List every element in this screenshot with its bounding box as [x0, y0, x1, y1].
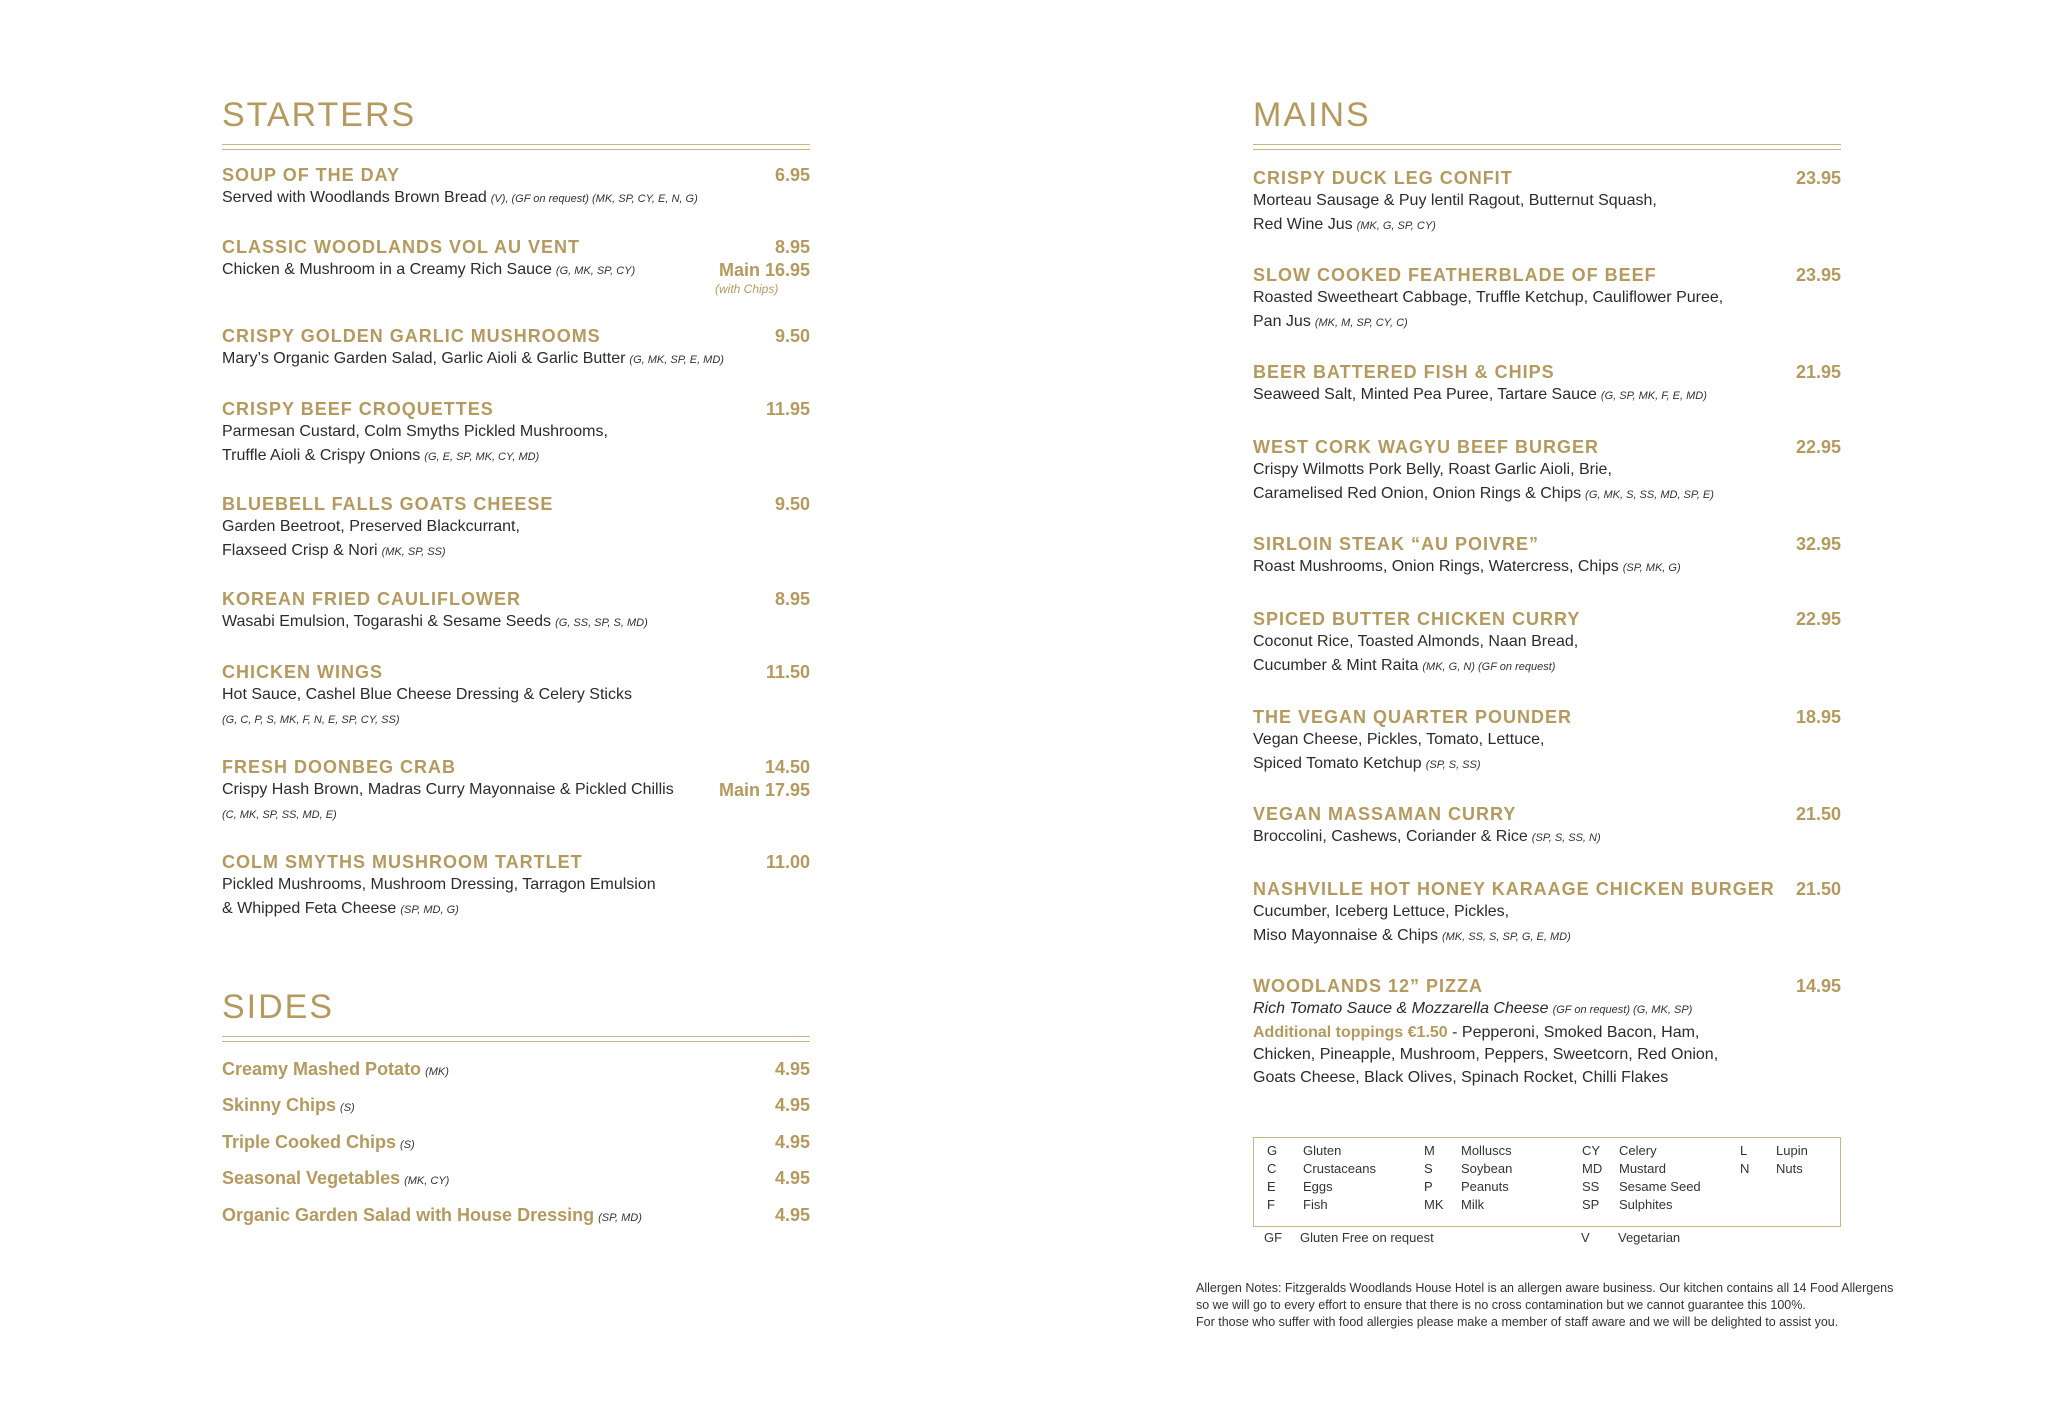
side-name: Organic Garden Salad with House Dressing [222, 1205, 595, 1225]
starter-item [222, 851, 810, 921]
starters-rule [222, 144, 810, 150]
item-name: BLUEBELL FALLS GOATS CHEESE [222, 494, 554, 514]
item-price: 11.50 [765, 662, 810, 682]
item-price: 8.95 [774, 589, 810, 609]
legend-label: Sesame Seed [1619, 1179, 1701, 1194]
item-price: 14.95 [1795, 976, 1841, 996]
item-description: Garden Beetroot, Preserved Blackcurrant, [222, 518, 520, 535]
starter-item [222, 661, 810, 731]
legend-code: E [1267, 1179, 1276, 1194]
main-item [1253, 361, 1841, 408]
note-line: For those who suffer with food allergies please make a member of staff aware and we will be delighted to assist you. [1196, 1315, 1839, 1329]
item-description: Chicken & Mushroom in a Creamy Rich Sauce (G, MK, SP, CY) [222, 261, 636, 278]
item-description: Mary’s Organic Garden Salad, Garlic Aioli & Garlic Butter (G, MK, SP, E, MD) [222, 350, 724, 367]
item-description: Roasted Sweetheart Cabbage, Truffle Ketchup, Cauliflower Puree, [1253, 289, 1724, 306]
item-price: 21.95 [1795, 362, 1841, 382]
item-description: Crispy Hash Brown, Madras Curry Mayonnaise & Pickled Chillis [222, 781, 674, 798]
item-price: 23.95 [1795, 168, 1841, 188]
starter-item [222, 398, 810, 468]
item-name: SPICED BUTTER CHICKEN CURRY [1253, 609, 1581, 629]
item-allergens: (G, C, P, S, MK, F, N, E, SP, CY, SS) [222, 713, 400, 726]
legend-label: Eggs [1303, 1179, 1333, 1194]
item-price: 22.95 [1795, 609, 1841, 629]
legend-code: SS [1582, 1179, 1600, 1194]
side-name: Creamy Mashed Potato [222, 1059, 422, 1079]
side-allergens: (S) [400, 1139, 415, 1151]
legend-label: Fish [1303, 1197, 1328, 1212]
legend-label: Mustard [1619, 1161, 1666, 1176]
item-name: SOUP OF THE DAY [222, 165, 401, 185]
side-name: Seasonal Vegetables [222, 1168, 401, 1188]
item-price: 11.95 [765, 399, 810, 419]
starter-item [222, 325, 810, 372]
item-name: CRISPY BEEF CROQUETTES [222, 399, 494, 419]
item-description: & Whipped Feta Cheese (SP, MD, G) [222, 899, 459, 917]
note-line: Allergen Notes: Fitzgeralds Woodlands House Hotel is an allergen aware business. Our kitchen contains all 14 Food Allergens [1196, 1281, 1894, 1295]
item-price: 32.95 [1795, 534, 1841, 554]
legend-code: GF [1264, 1230, 1283, 1245]
item-name: SIRLOIN STEAK “AU POIVRE” [1253, 534, 1540, 554]
item-description: Cucumber, Iceberg Lettuce, Pickles, [1253, 903, 1510, 920]
legend-label: Soybean [1461, 1161, 1513, 1176]
item-name: WEST CORK WAGYU BEEF BURGER [1253, 437, 1600, 457]
mains-rule [1253, 144, 1841, 150]
item-main-price: Main 17.95 [718, 780, 810, 800]
item-description: Wasabi Emulsion, Togarashi & Sesame Seeds (G, SS, SP, S, MD) [222, 613, 648, 630]
side-price: 4.95 [774, 1168, 810, 1188]
item-price: 22.95 [1795, 437, 1841, 457]
item-description: Coconut Rice, Toasted Almonds, Naan Bread, [1253, 633, 1579, 650]
legend-label: Peanuts [1461, 1179, 1509, 1194]
item-description: Caramelised Red Onion, Onion Rings & Chips (G, MK, S, SS, MD, SP, E) [1253, 484, 1714, 502]
item-description: Truffle Aioli & Crispy Onions (G, E, SP, MK, CY, MD) [222, 446, 540, 464]
main-item [1253, 533, 1841, 580]
side-item [222, 1127, 810, 1157]
legend-label: Vegetarian [1618, 1230, 1681, 1245]
item-name: WOODLANDS 12” PIZZA [1253, 976, 1484, 996]
legend-code: M [1424, 1143, 1435, 1158]
item-price: 21.50 [1795, 879, 1841, 899]
main-item [1253, 706, 1841, 776]
item-name: COLM SMYTHS MUSHROOM TARTLET [222, 852, 583, 872]
pizza-toppings: Additional toppings €1.50 - Pepperoni, Smoked Bacon, Ham, [1253, 1023, 1700, 1041]
item-description: Served with Woodlands Brown Bread (V), (GF on request) (MK, SP, CY, E, N, G) [222, 189, 698, 206]
item-description: Hot Sauce, Cashel Blue Cheese Dressing & Celery Sticks [222, 686, 632, 703]
item-allergens: (C, MK, SP, SS, MD, E) [222, 808, 337, 821]
side-name: Skinny Chips [222, 1095, 337, 1115]
legend-code: S [1424, 1161, 1433, 1176]
item-name: NASHVILLE HOT HONEY KARAAGE CHICKEN BURGER [1253, 879, 1775, 899]
legend-code: G [1267, 1143, 1278, 1158]
item-description: Roast Mushrooms, Onion Rings, Watercress, Chips (SP, MK, G) [1253, 558, 1681, 575]
sides-title: SIDES [222, 988, 335, 1026]
side-allergens: (MK) [425, 1066, 449, 1078]
item-name: CRISPY DUCK LEG CONFIT [1253, 168, 1513, 188]
legend-label: Celery [1619, 1143, 1657, 1158]
legend-code: L [1740, 1143, 1748, 1158]
item-name: CHICKEN WINGS [222, 662, 383, 682]
item-price: 6.95 [774, 165, 810, 185]
item-name: SLOW COOKED FEATHERBLADE OF BEEF [1253, 265, 1657, 285]
legend-label: Sulphites [1619, 1197, 1673, 1212]
item-description: Pan Jus (MK, M, SP, CY, C) [1253, 312, 1408, 330]
side-price: 4.95 [774, 1059, 810, 1079]
starters-title: STARTERS [222, 96, 417, 134]
legend-code: MK [1424, 1197, 1444, 1212]
item-main-price: Main 16.95 [718, 260, 810, 280]
legend-code: C [1267, 1161, 1277, 1176]
side-price: 4.95 [774, 1132, 810, 1152]
legend-label: Gluten [1303, 1143, 1342, 1158]
legend-label: Nuts [1776, 1161, 1803, 1176]
legend-label: Gluten Free on request [1300, 1230, 1434, 1245]
legend-code: F [1267, 1197, 1275, 1212]
main-item [1253, 436, 1841, 506]
item-name: CLASSIC WOODLANDS VOL AU VENT [222, 237, 581, 257]
item-price: 9.50 [774, 494, 810, 514]
starter-item [222, 493, 810, 563]
starter-item [222, 756, 810, 826]
item-name: CRISPY GOLDEN GARLIC MUSHROOMS [222, 326, 601, 346]
item-price: 14.50 [764, 757, 810, 777]
item-description: Broccolini, Cashews, Coriander & Rice (SP, S, SS, N) [1253, 828, 1601, 845]
item-description: Spiced Tomato Ketchup (SP, S, SS) [1253, 754, 1481, 772]
legend-label: Molluscs [1461, 1143, 1512, 1158]
item-name: BEER BATTERED FISH & CHIPS [1253, 362, 1555, 382]
starter-item [222, 236, 810, 296]
side-allergens: (S) [340, 1102, 355, 1114]
side-price: 4.95 [774, 1205, 810, 1225]
item-description: Flaxseed Crisp & Nori (MK, SP, SS) [222, 541, 446, 559]
item-price: 11.00 [765, 852, 810, 872]
legend-label: Lupin [1776, 1143, 1808, 1158]
starter-item [222, 588, 810, 635]
side-allergens: (MK, CY) [404, 1175, 450, 1187]
allergen-legend [1253, 1137, 1841, 1227]
allergen-notes [1196, 1280, 1936, 1331]
note-line: so we will go to every effort to ensure that there is no cross contamination but we cannot guarantee this 100%. [1196, 1298, 1806, 1312]
main-item [1253, 803, 1841, 850]
legend-code: CY [1582, 1143, 1601, 1158]
item-description: Seaweed Salt, Minted Pea Puree, Tartare Sauce (G, SP, MK, F, E, MD) [1253, 386, 1707, 403]
side-item [222, 1200, 810, 1230]
pizza-item [1253, 975, 1841, 1089]
item-price: 8.95 [774, 237, 810, 257]
pizza-toppings: Chicken, Pineapple, Mushroom, Peppers, Sweetcorn, Red Onion, [1253, 1046, 1719, 1063]
legend-code: V [1581, 1230, 1590, 1245]
item-description: Red Wine Jus (MK, G, SP, CY) [1253, 215, 1436, 233]
main-item [1253, 878, 1841, 948]
item-name: THE VEGAN QUARTER POUNDER [1253, 707, 1573, 727]
item-description: Vegan Cheese, Pickles, Tomato, Lettuce, [1253, 731, 1545, 748]
main-item [1253, 264, 1841, 334]
side-item [222, 1163, 810, 1193]
item-name: KOREAN FRIED CAULIFLOWER [222, 589, 521, 609]
side-allergens: (SP, MD) [598, 1212, 642, 1224]
legend-code: SP [1582, 1197, 1600, 1212]
item-description: Pickled Mushrooms, Mushroom Dressing, Tarragon Emulsion [222, 876, 656, 893]
item-description: Morteau Sausage & Puy lentil Ragout, Butternut Squash, [1253, 192, 1657, 209]
legend-code: MD [1582, 1161, 1603, 1176]
starter-item [222, 164, 810, 211]
item-price: 18.95 [1795, 707, 1841, 727]
side-item [222, 1090, 810, 1120]
legend-label: Crustaceans [1303, 1161, 1376, 1176]
side-item [222, 1054, 810, 1084]
pizza-toppings: Goats Cheese, Black Olives, Spinach Rocket, Chilli Flakes [1253, 1068, 1669, 1086]
item-name: FRESH DOONBEG CRAB [222, 757, 457, 777]
price-note: (with Chips) [715, 282, 779, 296]
item-description: Rich Tomato Sauce & Mozzarella Cheese (GF on request) (G, MK, SP) [1253, 1000, 1693, 1017]
main-item [1253, 608, 1841, 678]
side-name: Triple Cooked Chips [222, 1132, 397, 1152]
legend-label: Milk [1461, 1197, 1485, 1212]
legend-code: P [1424, 1179, 1433, 1194]
sides-rule [222, 1036, 810, 1042]
mains-title: MAINS [1253, 96, 1371, 134]
main-item [1253, 167, 1841, 237]
side-price: 4.95 [774, 1095, 810, 1115]
item-description: Cucumber & Mint Raita (MK, G, N) (GF on request) [1253, 656, 1556, 674]
legend-code: N [1740, 1161, 1750, 1176]
item-description: Miso Mayonnaise & Chips (MK, SS, S, SP, G, E, MD) [1253, 926, 1571, 944]
item-price: 9.50 [774, 326, 810, 346]
item-name: VEGAN MASSAMAN CURRY [1253, 804, 1517, 824]
item-description: Crispy Wilmotts Pork Belly, Roast Garlic Aioli, Brie, [1253, 461, 1612, 478]
item-price: 21.50 [1795, 804, 1841, 824]
item-price: 23.95 [1795, 265, 1841, 285]
item-description: Parmesan Custard, Colm Smyths Pickled Mushrooms, [222, 423, 608, 440]
